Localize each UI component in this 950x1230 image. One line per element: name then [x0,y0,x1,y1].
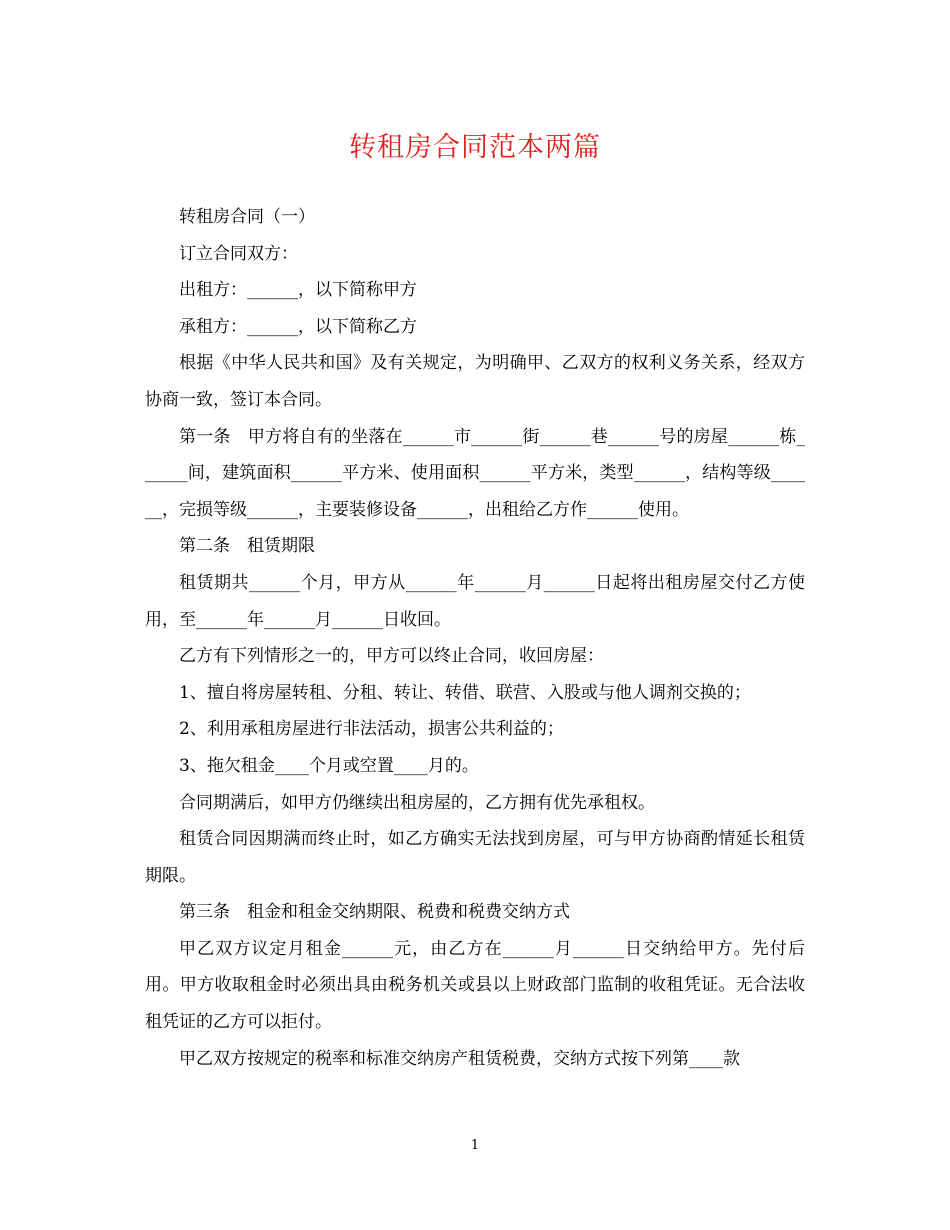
paragraph: 甲乙双方议定月租金______元，由乙方在______月______日交纳给甲方。先付后用。甲方收取租金时必须出具由税务机关或县以上财政部门监制的收租凭证。无合法收租凭证的乙方可以拒付。 [145,938,805,1033]
paragraph: 订立合同双方： [179,243,298,264]
paragraph: 乙方有下列情形之一的，甲方可以终止合同，收回房屋： [179,646,604,667]
document-title: 转租房合同范本两篇 [349,132,601,163]
paragraph: 租赁期共______个月，甲方从______年______月______日起将出租房屋交付乙方使用，至______年______月______日收回。 [145,572,805,630]
paragraph: 1、擅自将房屋转租、分租、转让、转借、联营、入股或与他人调剂交换的； [179,682,751,703]
paragraph: 第一条 甲方将自有的坐落在______市______街______巷______号的房屋______栋______间，建筑面积______平方米、使用面积______平方米，类型______，结构等级______，完损等级______，主要装修设备______，出租给乙方作______使用。 [145,426,805,520]
document-body [145,199,805,1077]
paragraph: 合同期满后，如甲方仍继续出租房屋的，乙方拥有优先承租权。 [179,792,655,813]
page-number: 1 [470,1138,480,1153]
paragraph: 租赁合同因期满而终止时，如乙方确实无法找到房屋，可与甲方协商酌情延长租赁期限。 [145,829,805,886]
paragraph: 2、利用承租房屋进行非法活动，损害公共利益的； [179,719,564,740]
paragraph: 根据《中华人民共和国》及有关规定，为明确甲、乙双方的权利义务关系，经双方协商一致，签订本合同。 [145,353,805,410]
paragraph: 3、拖欠租金____个月或空置____月的。 [179,755,479,776]
paragraph: 转租房合同（一） [179,207,315,227]
paragraph: 承租方：______，以下简称乙方 [179,316,417,337]
paragraph: 第二条 租赁期限 [179,536,315,557]
paragraph: 甲乙双方按规定的税率和标准交纳房产租赁税费，交纳方式按下列第____款 [179,1048,740,1069]
paragraph: 第三条 租金和租金交纳期限、税费和税费交纳方式 [179,902,570,923]
paragraph: 出租方：______，以下简称甲方 [179,280,417,301]
